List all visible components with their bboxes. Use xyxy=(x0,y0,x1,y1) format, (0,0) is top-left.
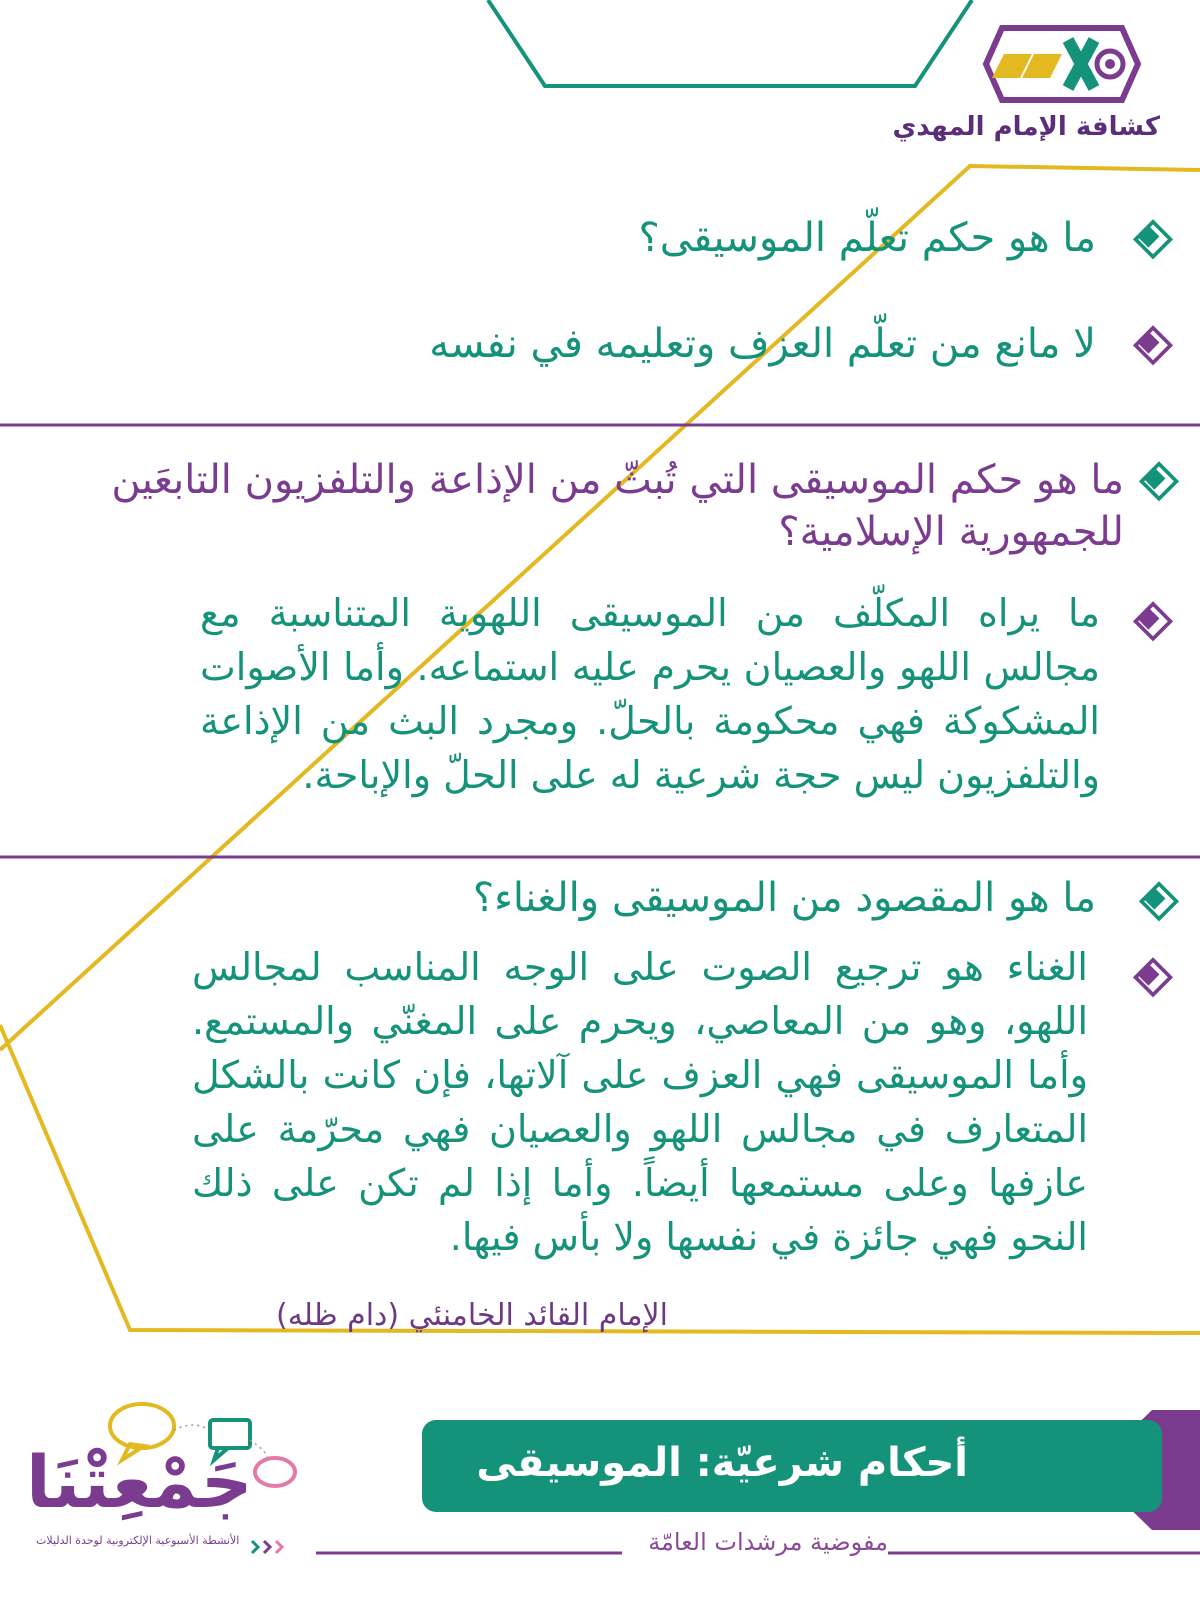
answer-1: لا مانع من تعلّم العزف وتعليمه في نفسه xyxy=(429,321,1096,367)
bullet-diamond-icon xyxy=(1136,460,1182,510)
footer-text: مفوضية مرشدات العامّة xyxy=(648,1528,888,1556)
bullet-diamond-icon xyxy=(1130,956,1176,1006)
scout-logo-icon xyxy=(982,24,1142,104)
bullet-diamond-icon xyxy=(1130,324,1176,374)
question-1: ما هو حكم تعلّم الموسيقى؟ xyxy=(638,215,1096,261)
question-3: ما هو المقصود من الموسيقى والغناء؟ xyxy=(472,875,1096,921)
brand-name: جَمْعِتْنَا xyxy=(26,1440,253,1524)
bullet-diamond-icon xyxy=(1130,218,1176,268)
chevrons-icon xyxy=(248,1538,292,1556)
author-attribution: الإمام القائد الخامنئي (دام ظله) xyxy=(276,1298,668,1333)
bullet-diamond-icon xyxy=(1130,600,1176,650)
brand-tagline: الأنشطة الأسبوعية الإلكترونية لوحدة الدليلات xyxy=(36,1534,240,1547)
question-2: ما هو حكم الموسيقى التي تُبثّ من الإذاعة والتلفزيون التابعَين للجمهورية الإسلامية؟ xyxy=(111,457,1124,555)
logo-text: كشافة الإمام المهدي xyxy=(892,112,1160,142)
title-text: أحكام شرعيّة: الموسيقى xyxy=(476,1440,968,1486)
bullet-diamond-icon xyxy=(1136,880,1182,930)
answer-2: ما يراه المكلّف من الموسيقى اللهوية المتناسبة مع مجالس اللهو والعصيان يحرم عليه استماعه. وأما الأصوات المشكوكة فهي محكومة بالحلّ. ومجرد البث من الإذاعة والتلفزيون ليس حجة شرعية له على الحلّ والإباحة. xyxy=(200,591,1100,797)
answer-3: الغناء هو ترجيع الصوت على الوجه المناسب لمجالس اللهو، وهو من المعاصي، ويحرم على المغنّي والمستمع. وأما الموسيقى فهي العزف على آلاتها، فإن كانت بالشكل المتعارف في مجالس اللهو والعصيان فهي محرّمة على عازفها وعلى مستمعها أيضاً. وأما إذا لم تكن على ذلك النحو فهي جائزة في نفسها ولا بأس فيها. xyxy=(192,945,1088,1259)
